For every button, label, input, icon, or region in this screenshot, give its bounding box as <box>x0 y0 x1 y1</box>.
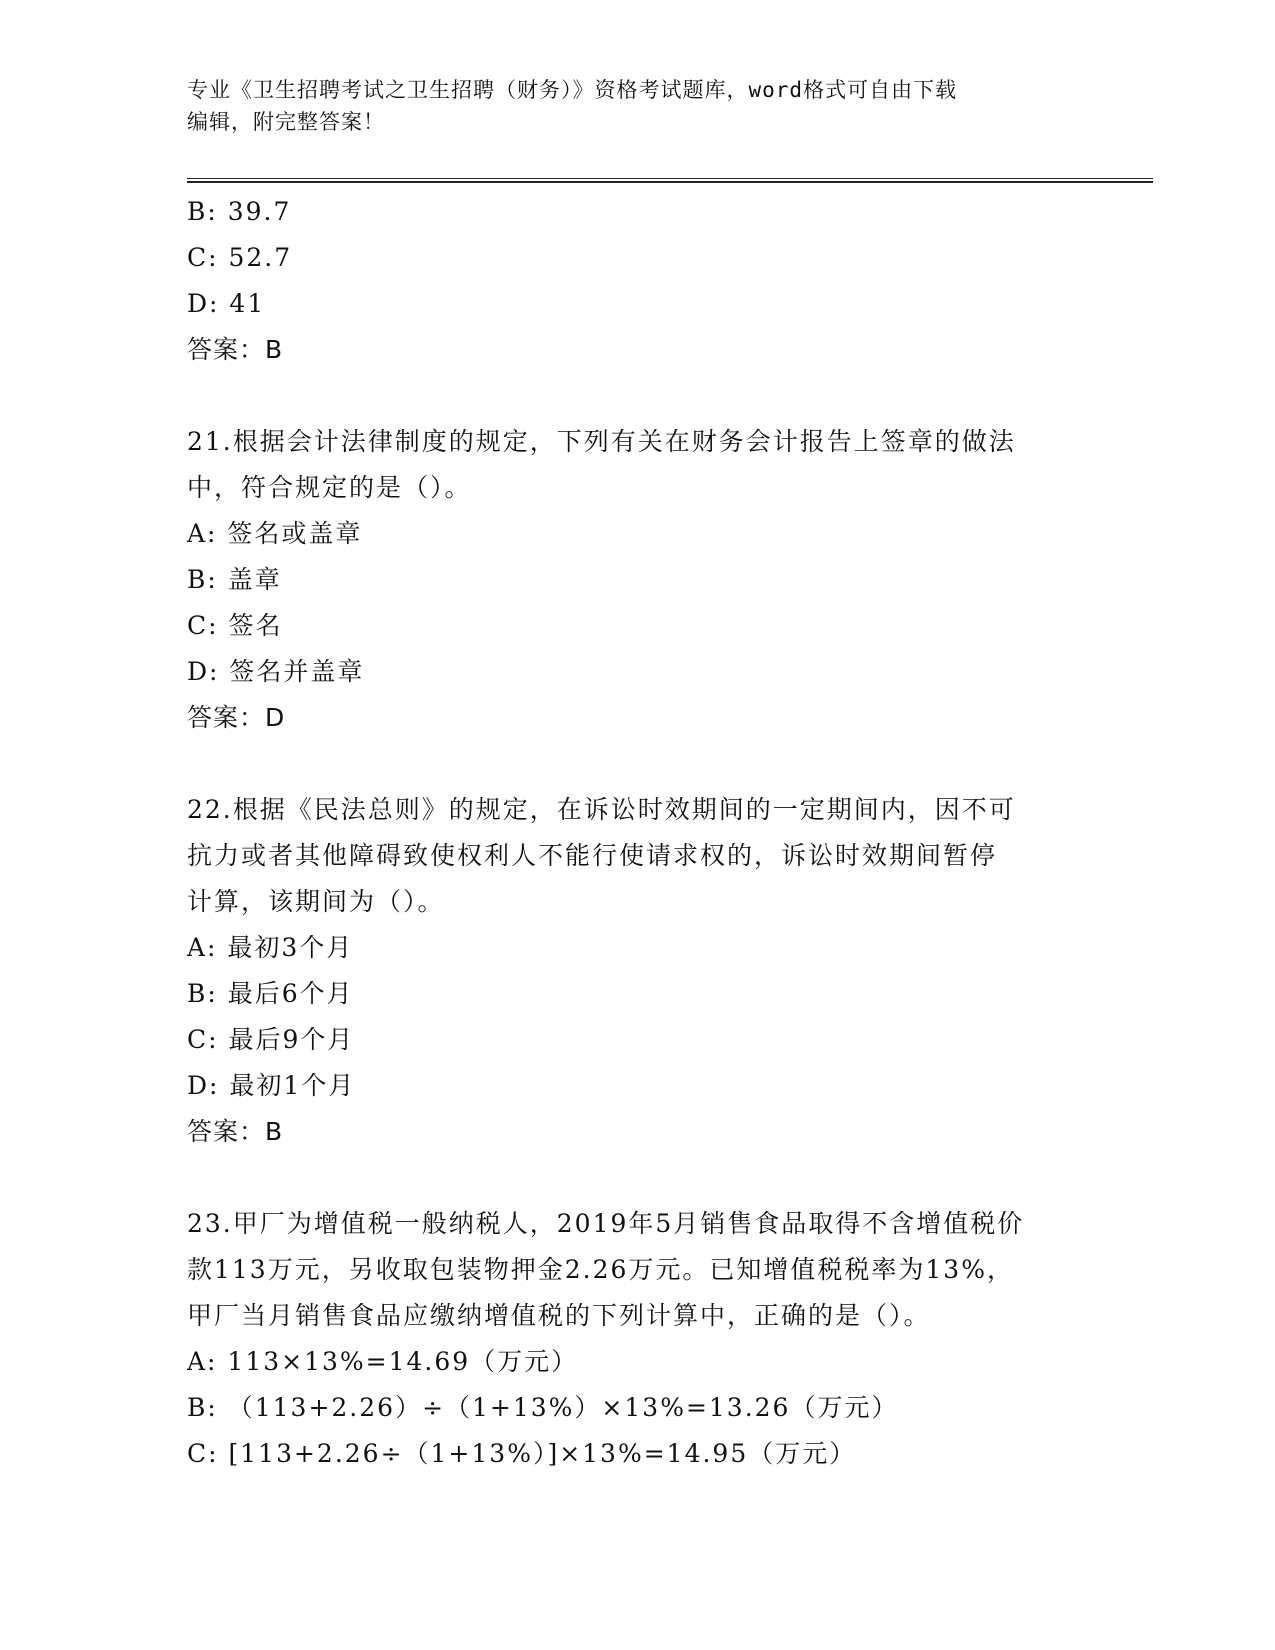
option-a: A: 最初3个月 <box>187 933 354 962</box>
header-line-1: 专业《卫生招聘考试之卫生招聘（财务）》资格考试题库，word格式可自由下载 <box>187 78 958 102</box>
option-b: B: （113+2.26）÷（1+13%）×13%=13.26（万元） <box>187 1393 899 1422</box>
question-20-fragment <box>187 189 1087 373</box>
option-c: C: 签名 <box>187 611 283 640</box>
question-22 <box>187 787 1087 1155</box>
question-content <box>187 189 1087 1477</box>
question-23 <box>187 1201 1087 1477</box>
header-divider-thick <box>187 181 1153 183</box>
question-stem: 甲厂当月销售食品应缴纳增值税的下列计算中，正确的是（）。 <box>187 1301 931 1330</box>
question-stem: 计算，该期间为（）。 <box>187 887 445 916</box>
question-21 <box>187 419 1087 741</box>
option-c: C: 最后9个月 <box>187 1025 355 1054</box>
option-b: B: 盖章 <box>187 565 282 594</box>
question-stem: 中，符合规定的是（）。 <box>187 473 472 502</box>
option-a: A: 113×13%=14.69（万元） <box>187 1347 579 1376</box>
answer-line: 答案：D <box>187 703 286 732</box>
document-header <box>187 74 1067 138</box>
option-d: D: 签名并盖章 <box>187 657 365 686</box>
question-stem: 抗力或者其他障碍致使权利人不能行使请求权的，诉讼时效期间暂停 <box>187 841 998 870</box>
question-stem: 21.根据会计法律制度的规定，下列有关在财务会计报告上签章的做法 <box>187 427 1016 456</box>
option-c: C: [113+2.26÷（1+13%）]×13%=14.95（万元） <box>187 1439 857 1468</box>
option-d: D: 41 <box>187 289 266 318</box>
question-stem: 23.甲厂为增值税一般纳税人，2019年5月销售食品取得不含增值税价 <box>187 1209 1025 1238</box>
header-line-2: 编辑，附完整答案！ <box>187 110 385 134</box>
answer-line: 答案：B <box>187 335 284 364</box>
answer-line: 答案：B <box>187 1117 284 1146</box>
option-b: B: 39.7 <box>187 197 292 226</box>
header-divider-thin <box>187 178 1153 179</box>
question-stem: 款113万元，另收取包装物押金2.26万元。已知增值税税率为13%， <box>187 1255 1014 1284</box>
option-b: B: 最后6个月 <box>187 979 354 1008</box>
option-a: A: 签名或盖章 <box>187 519 363 548</box>
question-stem: 22.根据《民法总则》的规定，在诉讼时效期间的一定期间内，因不可 <box>187 795 1016 824</box>
option-c: C: 52.7 <box>187 243 293 272</box>
option-d: D: 最初1个月 <box>187 1071 356 1100</box>
